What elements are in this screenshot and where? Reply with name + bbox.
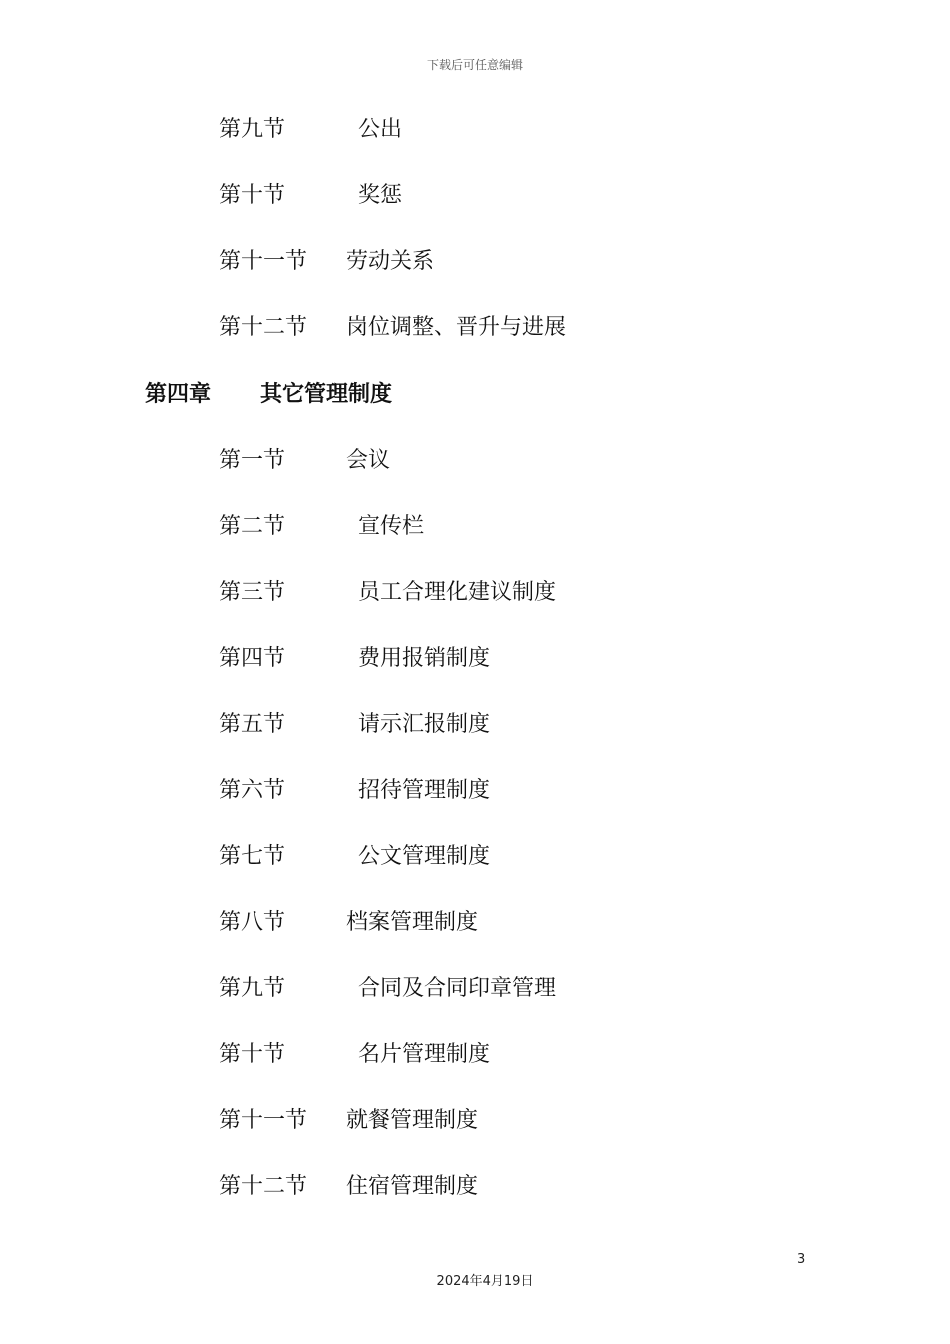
section-title: 合同及合同印章管理 xyxy=(358,976,557,1001)
section-number: 第十节 xyxy=(219,1042,286,1067)
section-number: 第五节 xyxy=(219,712,286,737)
section-title: 住宿管理制度 xyxy=(346,1174,479,1199)
section-title: 岗位调整、晋升与进展 xyxy=(346,315,567,340)
section-title: 公出 xyxy=(358,117,403,142)
page-footer-date: 2024年4月19日 xyxy=(436,1274,534,1289)
section-title: 就餐管理制度 xyxy=(346,1108,479,1133)
chapter-number: 第四章 xyxy=(145,382,212,407)
section-number: 第九节 xyxy=(219,976,286,1001)
section-number: 第九节 xyxy=(219,117,286,142)
chapter-title: 其它管理制度 xyxy=(260,382,393,407)
section-number: 第十二节 xyxy=(219,315,308,340)
section-number: 第八节 xyxy=(219,910,286,935)
section-title: 名片管理制度 xyxy=(358,1042,491,1067)
section-title: 会议 xyxy=(346,448,391,473)
section-title: 员工合理化建议制度 xyxy=(358,580,557,605)
section-number: 第三节 xyxy=(219,580,286,605)
page-number: 3 xyxy=(797,1252,806,1267)
section-title: 宣传栏 xyxy=(358,514,425,539)
section-number: 第二节 xyxy=(219,514,286,539)
section-number: 第一节 xyxy=(219,448,286,473)
section-title: 招待管理制度 xyxy=(358,778,491,803)
section-number: 第七节 xyxy=(219,844,286,869)
section-title: 劳动关系 xyxy=(346,249,435,274)
section-title: 档案管理制度 xyxy=(346,910,479,935)
section-number: 第四节 xyxy=(219,646,286,671)
section-number: 第六节 xyxy=(219,778,286,803)
section-number: 第十一节 xyxy=(219,1108,308,1133)
section-number: 第十二节 xyxy=(219,1174,308,1199)
page-header: 下载后可任意编辑 xyxy=(426,58,523,72)
section-title: 请示汇报制度 xyxy=(358,712,491,737)
section-number: 第十一节 xyxy=(219,249,308,274)
section-number: 第十节 xyxy=(219,183,286,208)
section-title: 奖惩 xyxy=(358,183,403,208)
section-title: 公文管理制度 xyxy=(358,844,491,869)
section-title: 费用报销制度 xyxy=(358,646,491,671)
